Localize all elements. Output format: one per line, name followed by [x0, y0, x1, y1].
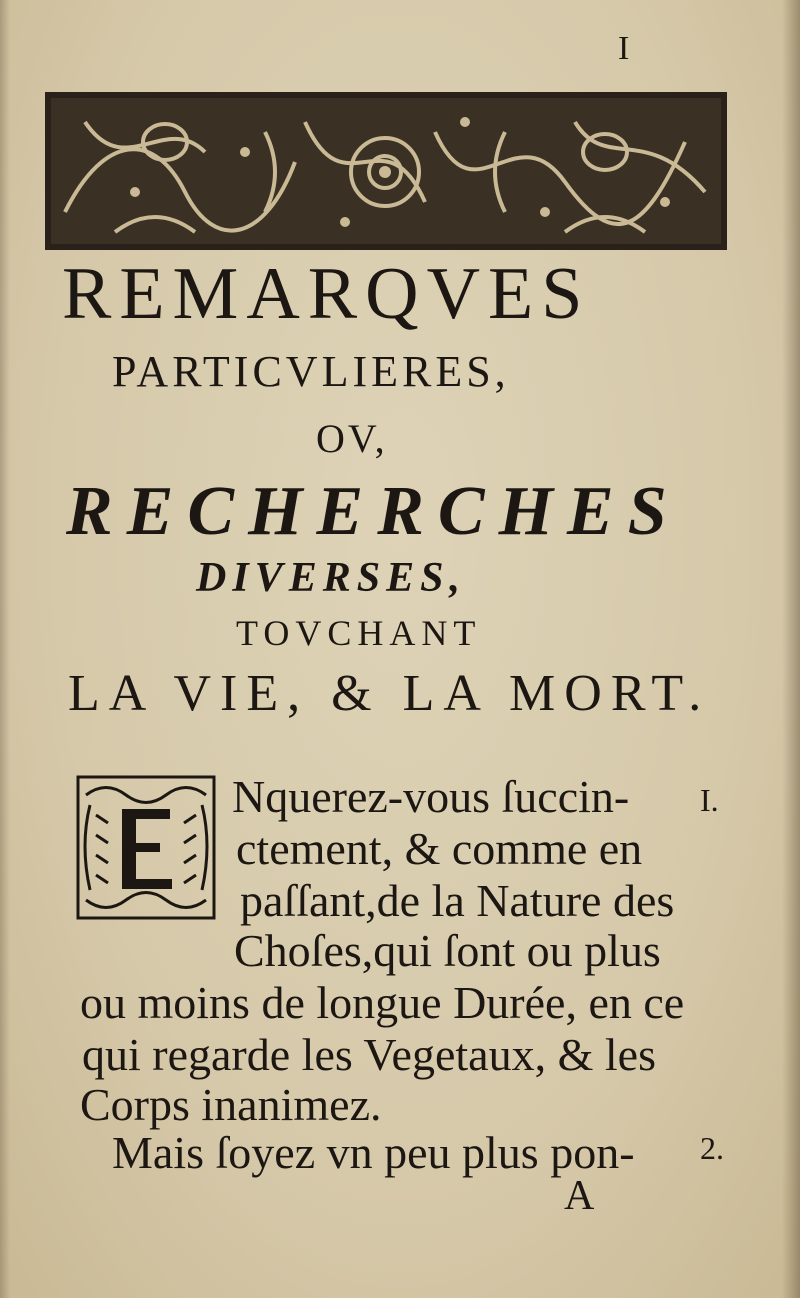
margin-note-1: I.	[700, 782, 719, 818]
title-line-1: REMARQVES	[62, 253, 591, 335]
signature-mark: A	[564, 1173, 595, 1219]
title-line-7: LA VIE, & LA MORT.	[68, 665, 711, 722]
text-line: qui regarde les Vegetaux, & les	[82, 1029, 656, 1080]
page-number: I	[618, 30, 630, 67]
margin-note-2: 2.	[700, 1130, 724, 1166]
ornamental-headpiece	[45, 92, 727, 250]
title-line-3: OV,	[316, 416, 388, 461]
text-line: Choſes,qui ſont ou plus	[234, 925, 661, 976]
text-line: Corps inanimez.	[80, 1079, 382, 1130]
decorated-initial-e	[76, 775, 216, 920]
text-line: ctement, & comme en	[236, 823, 643, 874]
page-gutter-shadow	[0, 0, 10, 1298]
text-line: Nquerez-vous ſuccin-	[232, 771, 630, 822]
title-line-5: DIVERSES,	[196, 555, 466, 601]
title-line-6: TOVCHANT	[236, 613, 482, 653]
text-line: paſſant,de la Nature des	[240, 875, 675, 926]
title-line-4: RECHERCHES	[66, 473, 681, 550]
text-line: Mais ſoyez vn peu plus pon-	[112, 1127, 635, 1178]
title-line-2: PARTICVLIERES,	[112, 347, 510, 396]
page-edge-shadow	[782, 0, 800, 1298]
text-line: ou moins de longue Durée, en ce	[80, 977, 685, 1028]
